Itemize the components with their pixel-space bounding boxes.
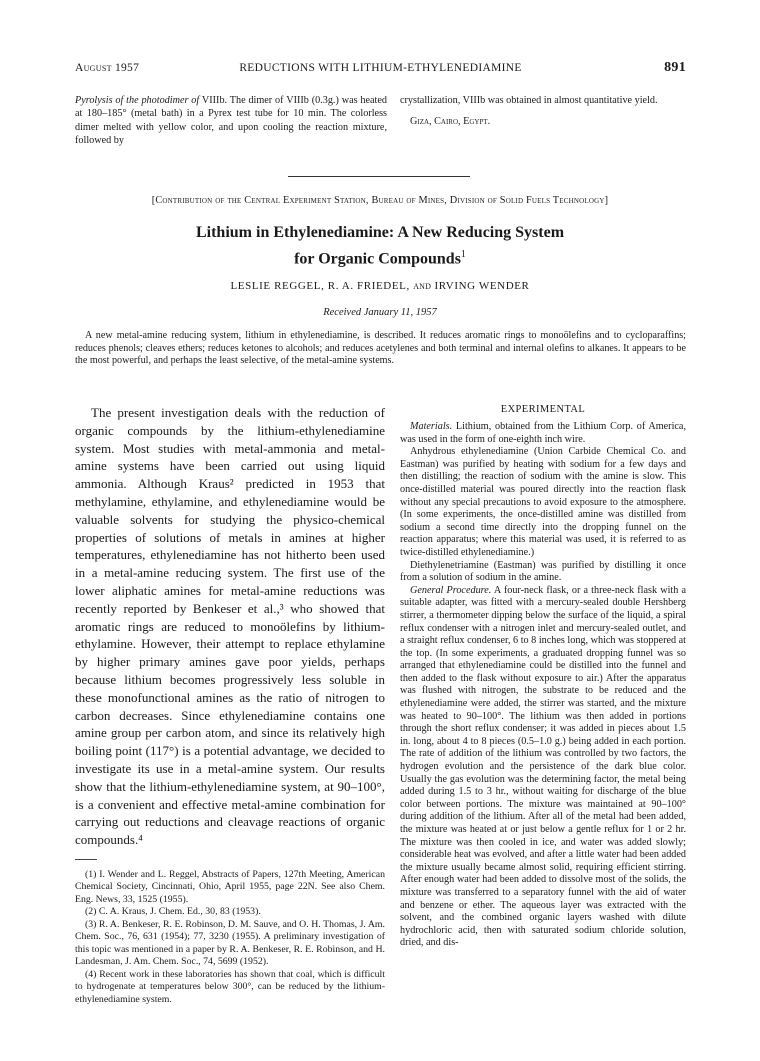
page-number: 891 [664, 60, 686, 75]
left-column [75, 404, 385, 1006]
authors-last: IRVING WENDER [434, 280, 530, 292]
footnote-1: (1) I. Wender and L. Reggel, Abstracts of Papers, 127th Meeting, American Chemical Society, Cincinnati, Ohio, April 1955, page 22N. See also Chem. Eng. News, 33, 1525 (1955). [75, 868, 385, 905]
pyrolysis-text: VIIIb. The dimer of VIIIb (0.3g.) was heated at 180–185° (metal bath) in a Pyrex test tube for 10 min. The colorless dimer melted with yellow color, and upon cooling the reaction mixture, followed by [75, 95, 387, 147]
previous-article-paragraph [75, 94, 387, 148]
abstract: A new metal-amine reducing system, lithium in ethylenediamine, is described. It reduces aromatic rings to monoölefins and to cycloparaffins; reduces phenols; cleaves ethers; reduces ketones to alcohols; and reduces acetylenes and both terminal and internal olefins to alkanes. It appears to be the most powerful, and perhaps the least selective, of the metal-amine systems. [75, 330, 686, 366]
article-title [80, 222, 680, 270]
footnote-separator [75, 859, 97, 860]
diethylenetriamine-paragraph: Diethylenetriamine (Eastman) was purified by distilling it once from a solution of sodium in the amine. [400, 559, 686, 584]
previous-article-affiliation: Giza, Cairo, Egypt. [410, 116, 491, 128]
article-separator [288, 176, 470, 177]
header-date: August 1957 [75, 62, 140, 74]
introduction-paragraph: The present investigation deals with the reduction of organic compounds by the lithium-ethylenediamine system. Most studies with metal-ammonia and metal-amine systems have been carried out using liquid ammonia. Although Kraus² predicted in 1953 that methylamine, ethylamine, and ethylenediamine would be valuable solvents for studying the physico-chemical properties of solutions of metals in amines at higher temperatures, ethylenediamine has not hitherto been used in a metal-amine reducing system. The first use of the lower aliphatic amines for metal-amine reductions was recently reported by Benkeser et al.,³ who showed that aromatic rings are reduced to monoölefins by lithium-ethylamine. However, their attempt to replace ethylamine by higher primary amines gave poor yields, perhaps because lithium becomes progressively less soluble in these monofunctional amines as the ratio of nitrogen to carbon decreases. Since ethylenediamine contains one amine group per carbon atom, and since its relatively high boiling point (117°) is a potential advantage, we decided to investigate its use in a metal-amine system. Our results show that the lithium-ethylenediamine system, at 90–100°, is a convenient and effective metal-amine combination for carrying out reductions and cleavage reactions of organic compounds.⁴ [75, 405, 385, 848]
materials-label: Materials. [410, 421, 453, 432]
authors-conjunction: and [413, 280, 432, 292]
procedure-text: A four-neck flask, or a three-neck flask with a suitable adapter, was fitted with a mercury-sealed double Hershberg stirrer, a thermometer dipping below the surface of the liquid, a spiral reflux condenser with a nitrogen inlet and mercury-sealed outlet, and a straight reflux condenser, 6 to 8 inches long, which was stoppered at the top. (In some experiments, a graduated dropping funnel was so arranged that ethylenediamine could be distilled into the funnel and then added to the flask without exposure to air.) After the apparatus was flushed with nitrogen, the substrate to be reduced and the ethylenediamine were added, the stirrer was started, and the mixture was heated to 90–100°. The lithium was then added in portions through the short reflux condenser; it was added in pieces about 1.5 in. long, about 4 to 8 pieces (0.5–1.0 g.) being added in each portion. The rate of addition of the lithium was controlled by two factors, the hydrogen evolution and the persistence of the dark blue color. Usually the gas evolution was the determining factor, the metal being added during 1.5 to 3 hr., without waiting for discharge of the blue color between portions. The mixture was maintained at 90–100° during addition of the lithium. After all of the metal had been added, the mixture was heated at or just below a gentle reflux for 1 or 2 hr. The mixture was then cooled in ice, and water was added slowly; considerable heat was evolved, and after a little water had been added the mixture usually became almost solid, requiring efficient stirring. After enough water had been added to dissolve most of the solids, the mixture was transferred to a separatory funnel with the aid of water and benzene or ether. The aqueous layer was extracted with the solvent, and the combined organic layers washed with dilute hydrochloric acid, then with saturated sodium chloride solution, dried, and dis- [400, 584, 687, 949]
authors-line [80, 280, 680, 292]
pyrolysis-lead: Pyrolysis of the photodimer of [75, 95, 200, 106]
authors-first: LESLIE REGGEL, R. A. FRIEDEL, [230, 280, 410, 292]
materials-paragraph [400, 421, 686, 446]
previous-article-left [75, 94, 387, 148]
previous-article-right [400, 94, 686, 129]
footnotes [75, 869, 385, 1007]
footnote-2: (2) C. A. Kraus, J. Chem. Ed., 30, 83 (1953). [85, 906, 261, 918]
right-column [400, 404, 686, 950]
title-footnote-mark: 1 [460, 249, 466, 260]
received-date: Received January 11, 1957 [323, 307, 437, 318]
title-line-2 [80, 244, 680, 270]
footnote-3: (3) R. A. Benkeser, R. E. Robinson, D. M. Sauve, and O. H. Thomas, J. Am. Chem. Soc., 76, 631 (1954); 77, 3230 (1955). A preliminary investigation of this topic was mentioned in a paper by R. A. Benkeser, R. E. Robinson, and H. Landesman, J. Am. Chem. Soc., 74, 5699 (1952). [75, 918, 385, 968]
title-line-1: Lithium in Ethylenediamine: A New Reducing System [195, 224, 565, 241]
ethylenediamine-paragraph: Anhydrous ethylenediamine (Union Carbide Chemical Co. and Eastman) was purified by heating with sodium for a few days and then distilling; the reaction of sodium with the amine is slow. This once-distilled material was poured directly into the reaction flask without any special precautions to avoid exposure to the atmosphere. (In some experiments, the once-distilled amine was distilled from sodium a second time directly into the dropping funnel on the reaction apparatus; where this material was used, it is referred to as twice-distilled ethylenediamine.) [400, 446, 686, 558]
materials-text: Lithium, obtained from the Lithium Corp. of America, was used in the form of one-eighth inch wire. [400, 421, 686, 445]
footnote-4: (4) Recent work in these laboratories has shown that coal, which is difficult to hydrogenate at temperatures below 300°, can be reduced by the lithium-ethylenediamine system. [75, 968, 385, 1005]
procedure-label: General Procedure. [410, 584, 492, 596]
title-line-2-text: for Organic Compounds [294, 250, 461, 268]
running-header [75, 62, 686, 78]
experimental-heading: EXPERIMENTAL [500, 404, 586, 415]
header-running-title: REDUCTIONS WITH LITHIUM-ETHYLENEDIAMINE [239, 62, 522, 74]
previous-article-conclusion: crystallization, VIIIb was obtained in almost quantitative yield. [400, 95, 658, 106]
contribution-line: [Contribution of the Central Experiment Station, Bureau of Mines, Division of Solid Fuels Technology] [151, 195, 609, 206]
procedure-paragraph [400, 585, 686, 950]
